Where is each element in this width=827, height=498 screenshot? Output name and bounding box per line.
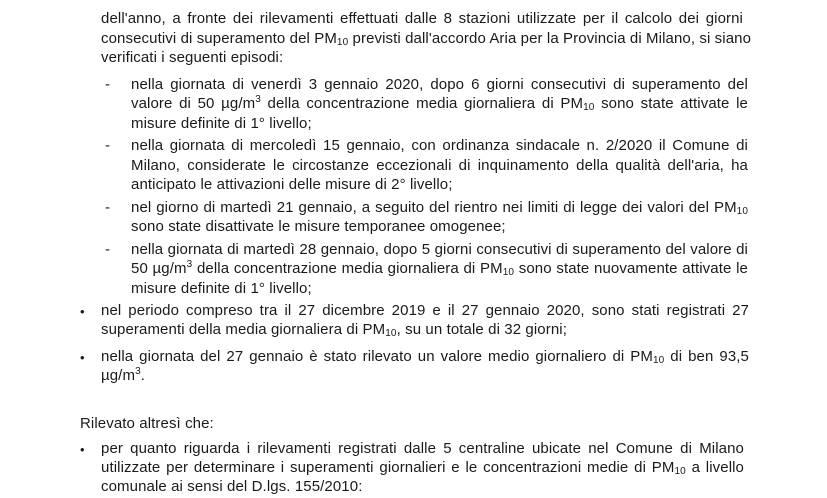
dash2-line-2: Milano, considerate le circostanze eccezionali di inquinamento della qualità dell'aria, ha xyxy=(131,157,748,174)
bullet2-line-2: $\mu g/m^3$. xyxy=(101,366,146,384)
dash3-line-2: sono state disattivate le misure temporanee omogenee; xyxy=(131,218,506,235)
bullet-marker: • xyxy=(80,304,85,319)
bullet-marker: • xyxy=(80,442,85,457)
intro-line-2: consecutivi di superamento del $PM_{10}$ previsti dall'accordo Aria per la Provincia di Milano, si siano xyxy=(101,30,752,48)
bullet1-line-2: superamenti della media giornaliera di $PM_{10}$, su un totale di 32 giorni; xyxy=(101,321,567,339)
bullet1-line-1: nel periodo compreso tra il 27 dicembre 2019 e il 27 gennaio 2020, sono stati registrati 27 xyxy=(101,302,749,319)
dash4-line-2: 50 $\mu g/m^3$ della concentrazione media giornaliera di $PM_{10}$ sono state nuovamente attivate le xyxy=(131,259,748,278)
bullet3-line-2: utilizzate per determinare i superamenti giornalieri e le concentrazioni medie di $PM_{10}$ a livello xyxy=(101,459,744,477)
dash4-line-1: nella giornata di martedì 28 gennaio, dopo 5 giorni consecutivi di superamento del valore di xyxy=(131,241,748,258)
dash3-line-1: nel giorno di martedì 21 gennaio, a seguito del rientro nei limiti di legge dei valori del $PM_{10}$ xyxy=(131,199,748,217)
dash-marker: - xyxy=(105,199,110,216)
dash-marker: - xyxy=(105,241,110,258)
bullet3-line-1: per quanto riguarda i rilevamenti registrati dalle 5 centraline ubicate nel Comune di Milano xyxy=(101,440,744,457)
dash1-line-1: nella giornata di venerdì 3 gennaio 2020, dopo 6 giorni consecutivi di superamento del xyxy=(131,76,748,93)
bullet3-line-3: comunale ai sensi del D.lgs. 155/2010: xyxy=(101,478,363,495)
intro-line-3: verificati i seguenti episodi: xyxy=(101,49,284,66)
bullet-marker: • xyxy=(80,350,85,365)
dash1-line-2: valore di 50 $\mu g/m^3$ della concentrazione media giornaliera di $PM_{10}$ sono state attivate le xyxy=(131,94,748,113)
dash-marker: - xyxy=(105,137,110,154)
bullet2-line-1: nella giornata del 27 gennaio è stato rilevato un valore medio giornaliero di $PM_{10}$ di ben 93,5 xyxy=(101,348,749,366)
intro-line-1: dell'anno, a fronte dei rilevamenti effettuati dalle 8 stazioni utilizzate per il calcolo dei giorni xyxy=(101,10,743,27)
dash1-line-3: misure definite di 1° livello; xyxy=(131,115,312,132)
dash2-line-1: nella giornata di mercoledì 15 gennaio, con ordinanza sindacale n. 2/2020 il Comune di xyxy=(131,137,748,154)
section-heading: Rilevato altresì che: xyxy=(80,415,214,432)
dash2-line-3: anticipato le attivazioni delle misure di 2° livello; xyxy=(131,176,453,193)
dash-marker: - xyxy=(105,76,110,93)
dash4-line-3: misure definite di 1° livello; xyxy=(131,280,312,297)
